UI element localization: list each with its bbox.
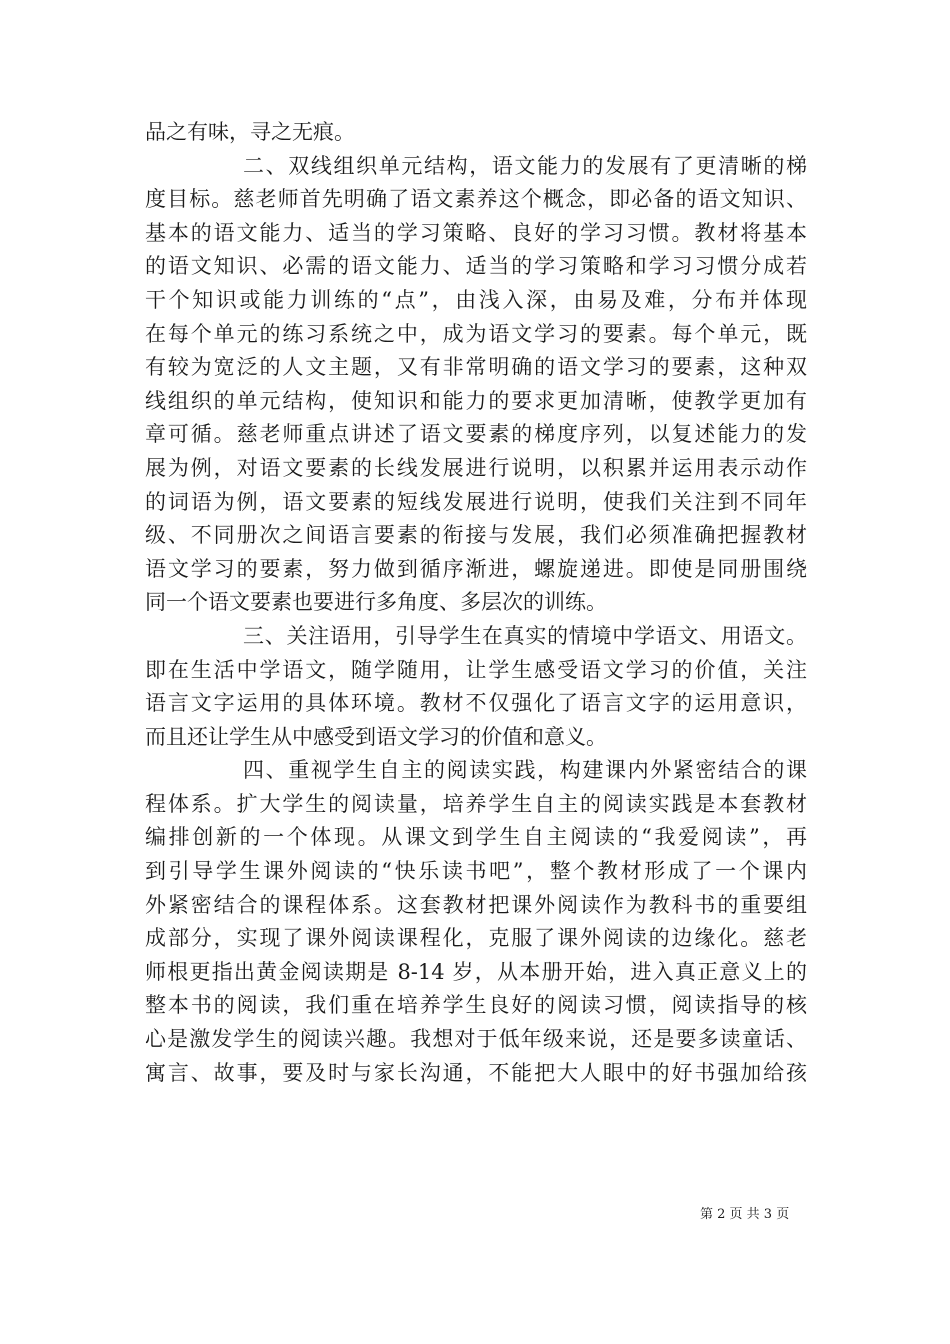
text-line: 的语文知识、必需的语文能力、适当的学习策略和学习习惯分成若 bbox=[145, 254, 807, 279]
paragraph-first-line: 四、重视学生自主的阅读实践，构建课内外紧密结合的课 bbox=[243, 758, 807, 783]
text-line: 语文学习的要素，努力做到循序渐进，螺旋递进。即使是同册围绕 bbox=[145, 556, 807, 581]
text-line: 线组织的单元结构，使知识和能力的要求更加清晰，使教学更加有 bbox=[145, 388, 807, 413]
text-line: 程体系。扩大学生的阅读量，培养学生自主的阅读实践是本套教材 bbox=[145, 791, 807, 816]
text-line: 度目标。慈老师首先明确了语文素养这个概念，即必备的语文知识、 bbox=[145, 187, 807, 212]
text-line: 同一个语文要素也要进行多角度、多层次的训练。 bbox=[145, 590, 607, 615]
text-line: 品之有味，寻之无痕。 bbox=[145, 120, 355, 144]
text-line: 整本书的阅读，我们重在培养学生良好的阅读习惯，阅读指导的核 bbox=[145, 993, 807, 1018]
text-line: 展为例，对语文要素的长线发展进行说明，以积累并运用表示动作 bbox=[145, 455, 807, 480]
document-body bbox=[145, 116, 807, 1090]
text-line: 在每个单元的练习系统之中，成为语文学习的要素。每个单元，既 bbox=[145, 321, 807, 346]
paragraph-first-line: 二、双线组织单元结构，语文能力的发展有了更清晰的梯 bbox=[243, 153, 807, 178]
text-line: 基本的语文能力、适当的学习策略、良好的学习习惯。教材将基本 bbox=[145, 220, 807, 245]
text-line: 编排创新的一个体现。从课文到学生自主阅读的“我爱阅读”，再 bbox=[145, 825, 807, 850]
text-line: 而且还让学生从中感受到语文学习的价值和意义。 bbox=[145, 724, 607, 749]
text-line: 有较为宽泛的人文主题，又有非常明确的语文学习的要素，这种双 bbox=[145, 355, 807, 380]
text-line: 到引导学生课外阅读的“快乐读书吧”，整个教材形成了一个课内 bbox=[145, 859, 807, 884]
text-line: 寓言、故事，要及时与家长沟通，不能把大人眼中的好书强加给孩 bbox=[145, 1060, 807, 1085]
text-line: 语言文字运用的具体环境。教材不仅强化了语言文字的运用意识， bbox=[145, 691, 807, 716]
text-line: 即在生活中学语文，随学随用，让学生感受语文学习的价值，关注 bbox=[145, 657, 807, 682]
text-line: 级、不同册次之间语言要素的衔接与发展，我们必须准确把握教材 bbox=[145, 523, 807, 548]
text-line: 外紧密结合的课程体系。这套教材把课外阅读作为教科书的重要组 bbox=[145, 892, 807, 917]
page-number-footer: 第 2 页 共 3 页 bbox=[700, 1207, 790, 1222]
text-line: 干个知识或能力训练的“点”，由浅入深，由易及难，分布并体现 bbox=[145, 287, 807, 312]
paragraph-first-line: 三、关注语用，引导学生在真实的情境中学语文、用语文。 bbox=[243, 623, 807, 648]
text-line: 成部分，实现了课外阅读课程化，克服了课外阅读的边缘化。慈老 bbox=[145, 926, 807, 951]
text-line: 师根更指出黄金阅读期是 8-14 岁，从本册开始，进入真正意义上的 bbox=[145, 959, 807, 984]
text-line: 的词语为例，语文要素的短线发展进行说明，使我们关注到不同年 bbox=[145, 489, 807, 514]
text-line: 章可循。慈老师重点讲述了语文要素的梯度序列，以复述能力的发 bbox=[145, 422, 807, 447]
text-line: 心是激发学生的阅读兴趣。我想对于低年级来说，还是要多读童话、 bbox=[145, 1027, 807, 1052]
